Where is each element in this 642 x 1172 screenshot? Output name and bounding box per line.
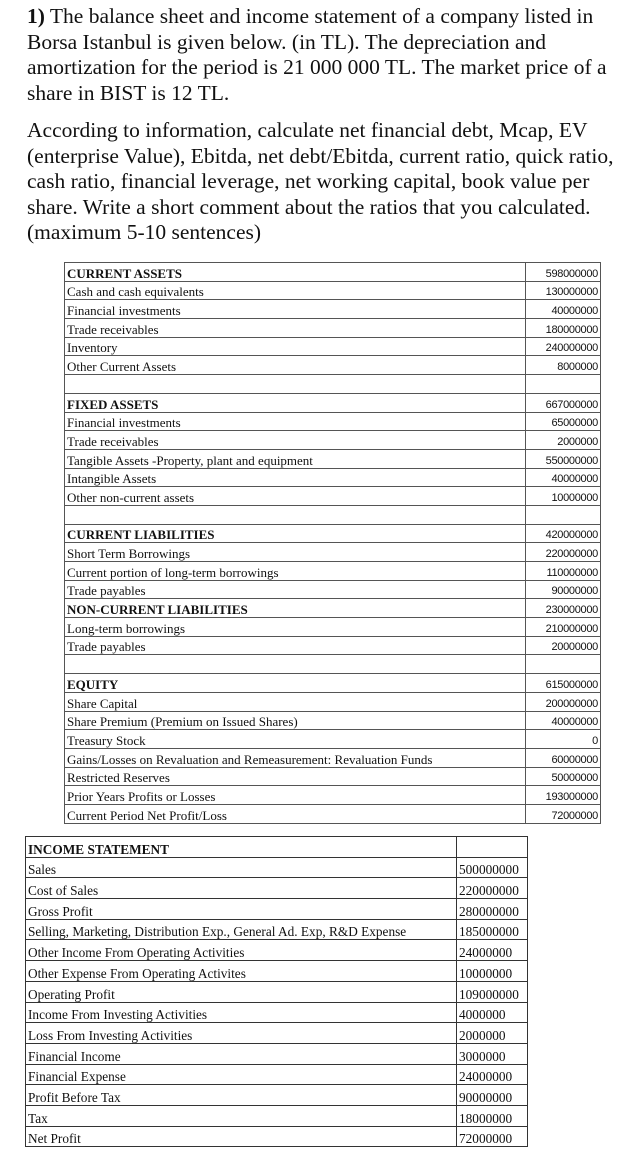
row-label: Current portion of long-term borrowings [65, 562, 526, 581]
table-row [65, 487, 601, 506]
row-label: CURRENT ASSETS [65, 263, 526, 282]
table-row [26, 878, 528, 899]
table-row [65, 375, 601, 394]
row-label: Trade payables [65, 580, 526, 599]
table-row [65, 580, 601, 599]
row-value: 40000000 [526, 300, 601, 319]
income-statement-table [25, 836, 528, 1147]
table-row [65, 319, 601, 338]
question-paragraph-1: The balance sheet and income statement of a company listed in Borsa Istanbul is given below. (in TL). The depreciation and amortization for the period is 21 000 000 TL. The market price of a share in BIST is 12 TL. [27, 4, 607, 105]
row-label: Short Term Borrowings [65, 543, 526, 562]
row-value: 4000000 [457, 1002, 528, 1023]
row-value: 109000000 [457, 981, 528, 1002]
row-label: Financial investments [65, 300, 526, 319]
row-label: Financial Income [26, 1043, 457, 1064]
table-row [26, 1002, 528, 1023]
row-value: 210000000 [526, 618, 601, 637]
row-label: Other Income From Operating Activities [26, 940, 457, 961]
row-value: 0 [526, 730, 601, 749]
row-label: Trade receivables [65, 319, 526, 338]
row-value: 90000000 [526, 580, 601, 599]
row-label: Profit Before Tax [26, 1085, 457, 1106]
table-row [65, 636, 601, 655]
row-label: Current Period Net Profit/Loss [65, 804, 526, 823]
row-label: Restricted Reserves [65, 767, 526, 786]
row-value: 193000000 [526, 786, 601, 805]
table-row [65, 711, 601, 730]
row-value: 3000000 [457, 1043, 528, 1064]
row-value: 220000000 [526, 543, 601, 562]
row-label: Financial Expense [26, 1064, 457, 1085]
row-label: Cash and cash equivalents [65, 281, 526, 300]
row-value [457, 837, 528, 858]
row-value: 10000000 [526, 487, 601, 506]
row-value: 2000000 [457, 1023, 528, 1044]
table-row [65, 393, 601, 412]
row-value: 130000000 [526, 281, 601, 300]
table-row [26, 857, 528, 878]
table-row [65, 505, 601, 524]
row-label [65, 655, 526, 674]
row-label: CURRENT LIABILITIES [65, 524, 526, 543]
row-label: Operating Profit [26, 981, 457, 1002]
table-row [65, 300, 601, 319]
question-number: 1) [27, 4, 45, 28]
table-row [26, 940, 528, 961]
row-value: 240000000 [526, 337, 601, 356]
row-value: 615000000 [526, 674, 601, 693]
row-label: Other Current Assets [65, 356, 526, 375]
table-row [65, 786, 601, 805]
row-value: 220000000 [457, 878, 528, 899]
table-row [26, 919, 528, 940]
row-value: 72000000 [526, 804, 601, 823]
table-row [65, 730, 601, 749]
table-row [65, 599, 601, 618]
row-label: Net Profit [26, 1126, 457, 1147]
table-row [26, 1105, 528, 1126]
row-value: 50000000 [526, 767, 601, 786]
row-value: 24000000 [457, 1064, 528, 1085]
row-label: Other non-current assets [65, 487, 526, 506]
table-row [65, 767, 601, 786]
row-value: 40000000 [526, 468, 601, 487]
row-label: Inventory [65, 337, 526, 356]
table-row [65, 281, 601, 300]
row-value: 18000000 [457, 1105, 528, 1126]
row-label: Cost of Sales [26, 878, 457, 899]
row-label: EQUITY [65, 674, 526, 693]
row-value: 72000000 [457, 1126, 528, 1147]
question-paragraph-2: According to information, calculate net financial debt, Mcap, EV (enterprise Value), Ebitda, net debt/Ebitda, current ratio, quick ratio, cash ratio, financial leverage, net working capital, book value per share. Write a short comment about the ratios that you calculated. (maximum 5-10 sentences) [27, 118, 614, 244]
table-row [65, 692, 601, 711]
row-label: INCOME STATEMENT [26, 837, 457, 858]
table-row [26, 1043, 528, 1064]
row-label: Long-term borrowings [65, 618, 526, 637]
row-label: Sales [26, 857, 457, 878]
row-value: 667000000 [526, 393, 601, 412]
row-value: 598000000 [526, 263, 601, 282]
row-label [65, 375, 526, 394]
table-row [65, 524, 601, 543]
table-row [26, 981, 528, 1002]
row-label: FIXED ASSETS [65, 393, 526, 412]
table-row [65, 748, 601, 767]
row-value: 8000000 [526, 356, 601, 375]
table-row [65, 449, 601, 468]
table-row [65, 804, 601, 823]
table-row [26, 1023, 528, 1044]
table-row [26, 1126, 528, 1147]
row-label: Tangible Assets -Property, plant and equipment [65, 449, 526, 468]
table-row [65, 655, 601, 674]
table-row [26, 899, 528, 920]
row-value: 24000000 [457, 940, 528, 961]
question-intro [27, 4, 637, 106]
row-label: Loss From Investing Activities [26, 1023, 457, 1044]
row-label: Trade receivables [65, 431, 526, 450]
row-label: Selling, Marketing, Distribution Exp., General Ad. Exp, R&D Expense [26, 919, 457, 940]
table-row [65, 356, 601, 375]
row-label: NON-CURRENT LIABILITIES [65, 599, 526, 618]
row-value: 185000000 [457, 919, 528, 940]
table-row [65, 468, 601, 487]
row-value: 500000000 [457, 857, 528, 878]
table-row [65, 543, 601, 562]
row-label: Share Capital [65, 692, 526, 711]
row-value [526, 655, 601, 674]
row-value: 10000000 [457, 961, 528, 982]
table-row [65, 337, 601, 356]
row-label: Treasury Stock [65, 730, 526, 749]
row-value: 200000000 [526, 692, 601, 711]
table-row [65, 562, 601, 581]
row-label: Gains/Losses on Revaluation and Remeasurement: Revaluation Funds [65, 748, 526, 767]
row-label: Financial investments [65, 412, 526, 431]
row-value: 2000000 [526, 431, 601, 450]
row-label: Prior Years Profits or Losses [65, 786, 526, 805]
row-value: 65000000 [526, 412, 601, 431]
row-label: Intangible Assets [65, 468, 526, 487]
row-label: Trade payables [65, 636, 526, 655]
table-row [65, 431, 601, 450]
row-value [526, 505, 601, 524]
row-label: Share Premium (Premium on Issued Shares) [65, 711, 526, 730]
table-row [65, 674, 601, 693]
row-label: Gross Profit [26, 899, 457, 920]
row-label [65, 505, 526, 524]
row-value: 180000000 [526, 319, 601, 338]
row-label: Other Expense From Operating Activites [26, 961, 457, 982]
row-label: Income From Investing Activities [26, 1002, 457, 1023]
table-row [26, 961, 528, 982]
table-row [26, 1085, 528, 1106]
row-label: Tax [26, 1105, 457, 1126]
row-value: 40000000 [526, 711, 601, 730]
row-value: 420000000 [526, 524, 601, 543]
table-row [65, 412, 601, 431]
row-value: 20000000 [526, 636, 601, 655]
row-value: 280000000 [457, 899, 528, 920]
table-row [26, 1064, 528, 1085]
row-value: 550000000 [526, 449, 601, 468]
row-value: 230000000 [526, 599, 601, 618]
table-row [65, 263, 601, 282]
row-value: 110000000 [526, 562, 601, 581]
row-value: 90000000 [457, 1085, 528, 1106]
table-row [26, 837, 528, 858]
row-value: 60000000 [526, 748, 601, 767]
row-value [526, 375, 601, 394]
table-row [65, 618, 601, 637]
balance-sheet-table [64, 262, 601, 824]
